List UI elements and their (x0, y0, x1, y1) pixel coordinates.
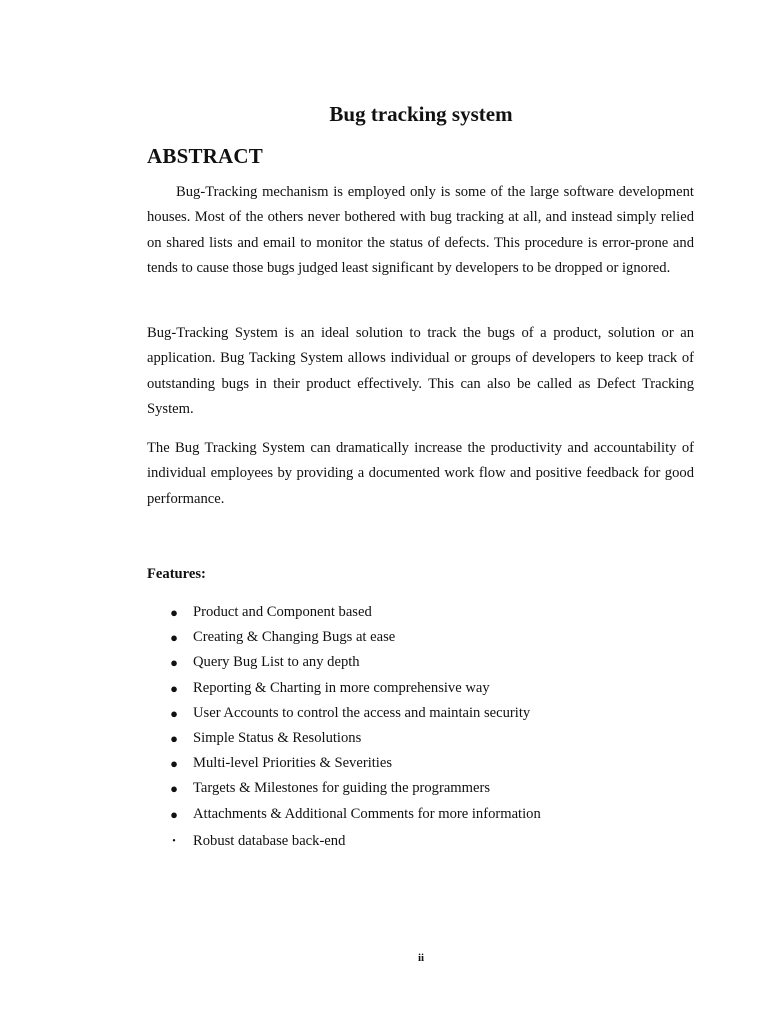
abstract-paragraph-3: The Bug Tracking System can dramatically increase the productivity and accountability of individual employees by providing a documented work flow and positive feedback for good performance. (147, 440, 694, 507)
list-item (0, 776, 541, 801)
features-list (0, 600, 541, 854)
document-title: Bug tracking system (329, 102, 513, 126)
page-number: ii (417, 952, 425, 964)
bullet-icon: ● (170, 730, 178, 746)
list-item (0, 802, 541, 827)
feature-label: Product and Component based (193, 604, 372, 620)
feature-label: Reporting & Charting in more comprehensive way (193, 679, 490, 696)
feature-label: Multi-level Priorities & Severities (193, 755, 393, 772)
bullet-icon: ● (170, 630, 178, 646)
list-item (0, 600, 541, 625)
list-item (0, 625, 541, 650)
feature-label: Simple Status & Resolutions (193, 729, 362, 746)
list-item (0, 701, 541, 726)
bullet-icon: ● (170, 806, 178, 822)
feature-label: Creating & Changing Bugs at ease (193, 629, 396, 646)
bullet-icon: ● (170, 680, 178, 696)
bullet-icon: ● (170, 605, 178, 620)
bullet-icon: • (172, 835, 176, 847)
bullet-icon: ● (170, 756, 178, 772)
list-item (0, 751, 541, 776)
abstract-heading: ABSTRACT (147, 144, 263, 168)
feature-label: Targets & Milestones for guiding the programmers (193, 780, 491, 797)
feature-label: Attachments & Additional Comments for more information (193, 805, 541, 822)
bullet-icon: ● (170, 781, 178, 797)
bullet-icon: ● (170, 705, 178, 721)
abstract-paragraph-2: Bug-Tracking System is an ideal solution to track the bugs of a product, solution or an application. Bug Tacking System allows individual or groups of developers to keep track of outstanding bugs in their product effectively. This can also be called as Defect Tracking System. (147, 325, 694, 417)
feature-label: Robust database back-end (193, 832, 346, 849)
abstract-paragraph-1: Bug-Tracking mechanism is employed only is some of the large software development houses. Most of the others never bothered with bug tracking at all, and instead simply relied on shared lists and email to monitor the status of defects. This procedure is error-prone and tends to cause those bugs judged least significant by developers to be dropped or ignored. (147, 184, 694, 276)
feature-label: Query Bug List to any depth (193, 654, 360, 671)
list-item (0, 726, 541, 751)
feature-label: User Accounts to control the access and maintain security (193, 704, 531, 721)
bullet-icon: ● (170, 655, 178, 671)
features-heading: Features: (147, 566, 206, 582)
list-item (0, 829, 541, 854)
list-item (0, 676, 541, 701)
list-item (0, 650, 541, 675)
